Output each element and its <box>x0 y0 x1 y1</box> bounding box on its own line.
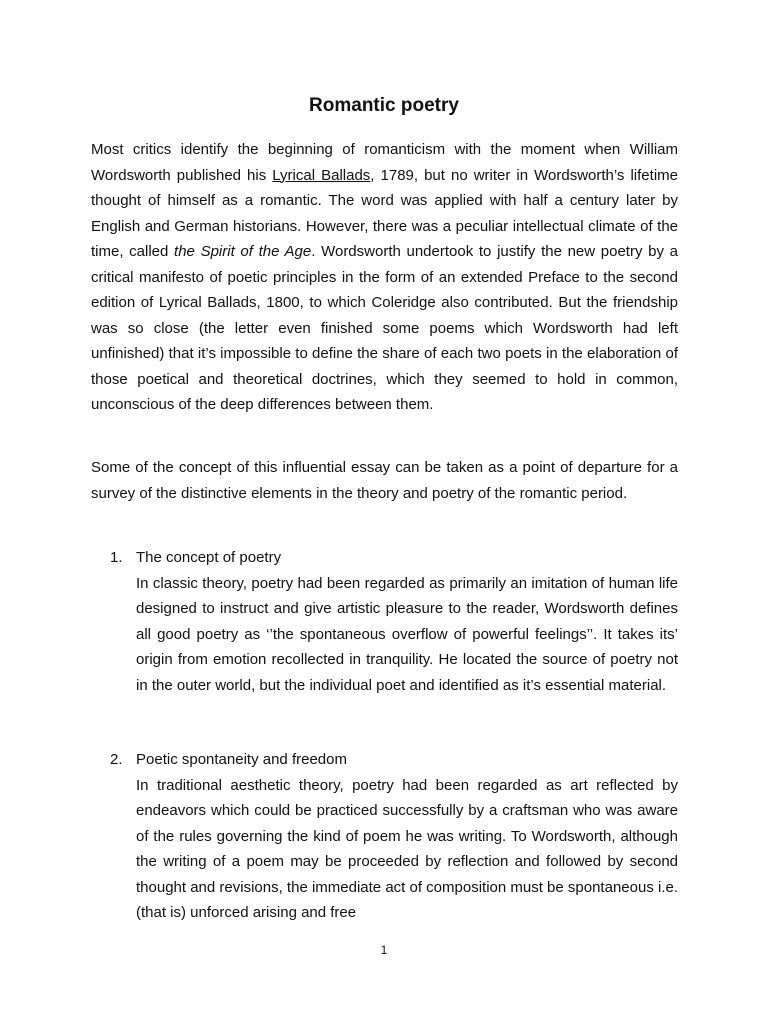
page-title: Romantic poetry <box>309 95 459 116</box>
intro-text-a: Most critics identify the beginning of romanticism with the moment when William Wordsworth published his <box>91 141 678 184</box>
page-number: 1 <box>380 943 388 957</box>
lyrical-ballads-link: Lyrical Ballads <box>272 166 371 184</box>
list-body: In traditional aesthetic theory, poetry had been regarded as art reflected by endeavors which could be practiced successfully by a craftsman who was aware of the rules governing the kind of poem he was writing. To Wordsworth, although the writing of a poem may be proceeded by reflection and followed by second thought and revisions, the immediate act of composition must be spontaneous i.e. (that is) unforced arising and free <box>136 776 678 921</box>
intro-text-b: , 1789, but no writer in Wordsworth’s lifetime thought of himself as a romantic. The word was applied with half a century later by English and German historians. However, there was a peculiar intellectual climate of the time, called <box>91 166 678 260</box>
intro-paragraph-2: Some of the concept of this influential essay can be taken as a point of departure for a survey of the distinctive elements in the theory and poetry of the romantic period. <box>91 459 678 502</box>
intro-paragraph-1 <box>91 137 678 418</box>
list-number: 1. <box>110 549 123 566</box>
intro-text-c: . Wordsworth undertook to justify the new poetry by a critical manifesto of poetic principles in the form of an extended Preface to the second edition of Lyrical Ballads, 1800, to which Coleridge also contributed. But the friendship was so close (the letter even finished some poems which Wordsworth had left unfinished) that it’s impossible to define the share of each two poets in the elaboration of those poetical and theoretical doctrines, which they seemed to hold in common, unconscious of the deep differences between them. <box>91 243 678 413</box>
list-body: In classic theory, poetry had been regarded as primarily an imitation of human life designed to instruct and give artistic pleasure to the reader, Wordsworth defines all good poetry as ‘’the spontaneous overflow of powerful feelings’’. It takes its’ origin from emotion recollected in tranquility. He located the source of poetry not in the outer world, but the individual poet and identified as it’s essential material. <box>136 574 678 694</box>
list-heading: The concept of poetry <box>136 549 282 566</box>
list-heading: Poetic spontaneity and freedom <box>136 751 347 768</box>
spirit-of-the-age: the Spirit of the Age <box>174 243 312 260</box>
list-number: 2. <box>110 751 123 768</box>
